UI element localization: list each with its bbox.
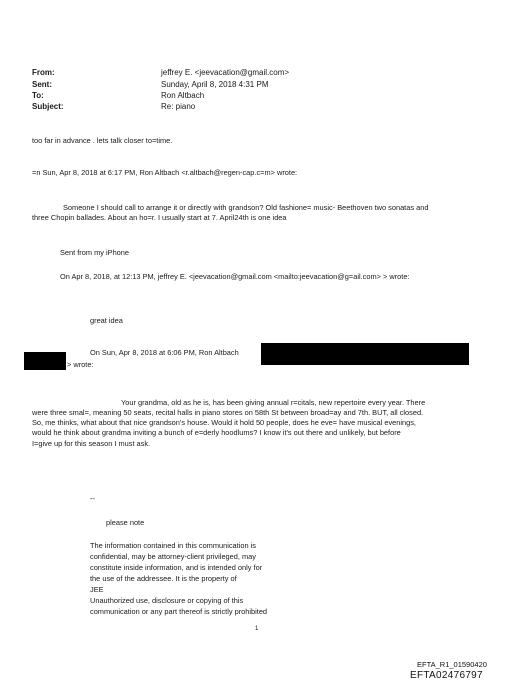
notice-line: JEE [90, 585, 104, 594]
quote3-wrote: > wrote: [67, 360, 94, 369]
notice-line: the use of the addressee. It is the property of [90, 574, 237, 583]
notice-line: confidential, may be attorney-client privileged, may [90, 552, 256, 561]
quote3-line2: were three smal=, meaning 50 seats, recital halls in piano stores on 58th St between broad=ay and 7th. BUT, all closed. [32, 408, 424, 417]
notice-line: constitute inside information, and is intended only for [90, 563, 263, 572]
to-label: To: [32, 91, 44, 100]
page-number: 1 [255, 626, 259, 632]
please-note-line: please note [106, 518, 145, 527]
great-idea-line: great idea [90, 316, 123, 325]
quote3-line3: So, me thinks, what about that nice grandson's house. Would it hold 50 people, does he eve= have musical evenings, [32, 418, 416, 427]
sent-value: Sunday, April 8, 2018 4:31 PM [161, 80, 269, 89]
quote3-line5: I=give up for this season I must ask. [32, 439, 151, 448]
quote1-intro: =n Sun, Apr 8, 2018 at 6:17 PM, Ron Altbach <r.altbach@regen-cap.c=m> wrote: [32, 168, 298, 177]
signature-dashes: -- [90, 494, 95, 503]
quote3-line4: would he think about grandma inviting a bunch of e=derly hoodlums? I know it's out there and unlikely, but before [32, 428, 401, 437]
notice-line: The information contained in this communication is [90, 541, 256, 550]
efta-id: EFTA02476797 [410, 670, 483, 681]
quote3-intro: On Sun, Apr 8, 2018 at 6:06 PM, Ron Altbach [90, 348, 239, 357]
to-value: Ron Altbach [161, 91, 205, 100]
from-label: From: [32, 68, 55, 77]
sent-from-line: Sent from my iPhone [60, 248, 130, 257]
subject-label: Subject: [32, 102, 64, 111]
quote2-intro: On Apr 8, 2018, at 12:13 PM, jeffrey E. <jeevacation@gmail.com <mailto:jeevacation@g=ail.com> > wrote: [60, 272, 410, 281]
redaction-block [24, 352, 66, 370]
quote3-line1: Your grandma, old as he is, has been giving annual r=citals, new repertoire every year. There [121, 398, 426, 407]
efta-r1-id: EFTA_R1_01590420 [417, 660, 487, 669]
from-value: jeffrey E. <jeevacation@gmail.com> [161, 68, 290, 77]
reply-line: too far in advance . lets talk closer to=time. [32, 136, 173, 145]
notice-line: Unauthorized use, disclosure or copying of this [90, 596, 244, 605]
notice-line: communication or any part thereof is strictly prohibited [90, 607, 268, 616]
sent-label: Sent: [32, 80, 52, 89]
redaction-block [261, 343, 469, 365]
quote1-line2: three Chopin ballades. About an ho=r. I usually start at 7. April24th is one idea [32, 213, 287, 222]
subject-value: Re: piano [161, 102, 196, 111]
quote1-line1: Someone I should call to arrange it or directly with grandson? Old fashione= music- Beethoven two sonatas and [63, 203, 429, 212]
